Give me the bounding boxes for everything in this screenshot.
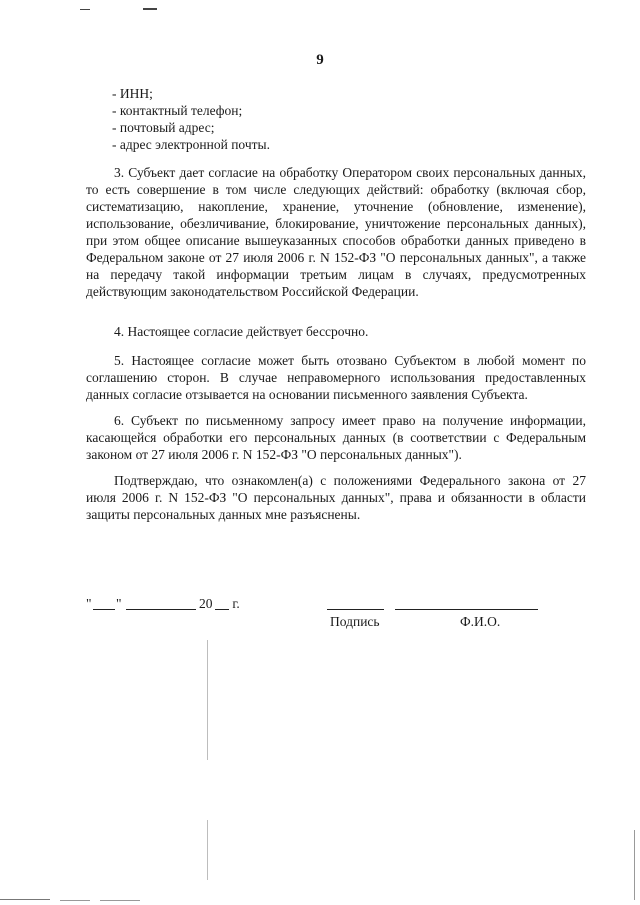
scan-mark (80, 9, 90, 10)
paragraph-validity: 4. Настоящее согласие действует бессрочно. (114, 324, 369, 339)
signature-caption: Подпись (330, 614, 380, 629)
scan-mark (634, 830, 635, 900)
list-item: - ИНН; (112, 86, 153, 101)
scan-mark (207, 820, 208, 880)
year-blank[interactable] (215, 609, 229, 610)
date-quote-close: " (116, 596, 122, 611)
scan-mark (0, 899, 50, 900)
year-suffix: г. (229, 596, 240, 611)
signature-line[interactable] (327, 609, 384, 610)
list-item: - почтовый адрес; (112, 120, 215, 135)
scan-mark (100, 900, 140, 901)
year-prefix: 20 (199, 596, 213, 611)
paragraph-acknowledgement: Подтверждаю, что ознакомлен(а) с положениями Федерального закона от 27 июля 2006 г. N 152-ФЗ "О персональных данных", права и обязанности в области защиты персональных данных мне разъяснены. (86, 473, 586, 522)
full-name-line[interactable] (395, 609, 538, 610)
paragraph-information-rights: 6. Субъект по письменному запросу имеет право на получение информации, касающейся обработки его персональных данных (в соответствии с Федеральным законом от 27 июля 2006 г. N 152-ФЗ "О персональных данных"). (86, 413, 586, 462)
paragraph-consent-scope: 3. Субъект дает согласие на обработку Оператором своих персональных данных, то есть совершение в том числе следующих действий: обработку (включая сбор, систематизацию, накопление, хранение, уточнение (обновление, изменение), использование, обезличивание, блокирование, уничтожение персональных данных), при этом общее описание вышеуказанных способов обработки данных приведено в Федеральном законе от 27 июля 2006 г. N 152-ФЗ "О персональных данных", а также на передачу такой информации третьим лицам в случаях, предусмотренных действующим законодательством Российской Федерации. (86, 165, 586, 299)
scan-mark (143, 8, 157, 10)
list-item: - контактный телефон; (112, 103, 243, 118)
full-name-caption: Ф.И.О. (460, 614, 501, 629)
paragraph-withdrawal: 5. Настоящее согласие может быть отозвано Субъектом в любой момент по соглашению сторон. В случае неправомерного использования предоставленных данных согласие отзывается на основании письменного заявления Субъекта. (86, 353, 586, 402)
day-blank[interactable] (93, 609, 115, 610)
contact-details-list (112, 85, 270, 153)
page-number: 9 (316, 52, 324, 68)
month-blank[interactable] (126, 609, 196, 610)
scan-mark (60, 900, 90, 901)
list-item: - адрес электронной почты. (112, 137, 270, 152)
date-quote-open: " (86, 596, 92, 611)
scan-mark (207, 640, 208, 760)
